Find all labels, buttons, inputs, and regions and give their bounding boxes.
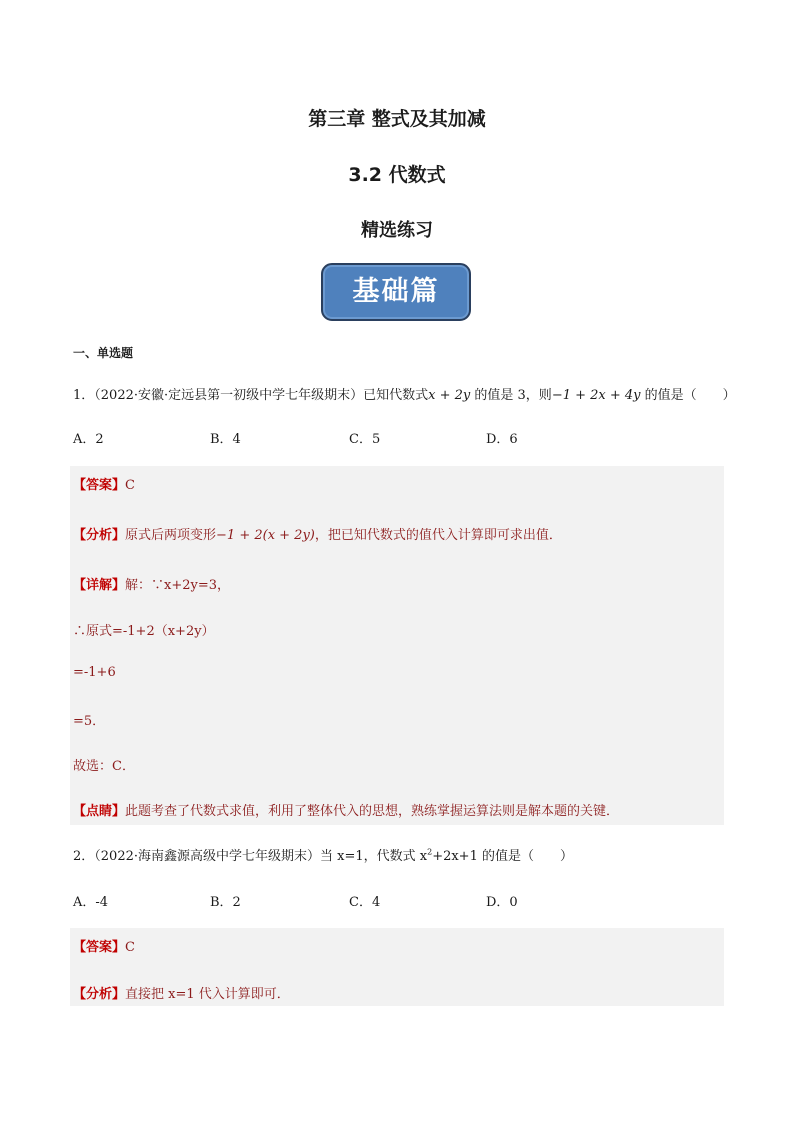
detail-line: 解：∵x+2y=3，	[125, 578, 231, 593]
answer-row	[73, 474, 135, 493]
section-title: 3.2 代数式	[348, 164, 446, 186]
analysis-tag: 【分析】	[73, 987, 126, 1002]
stem-expression: x + 2y	[428, 388, 471, 403]
question-2-stem	[73, 845, 573, 864]
detail-line: =5．	[73, 714, 106, 729]
analysis-text: 直接把 x=1 代入计算即可．	[125, 987, 290, 1002]
option-d: D．6	[486, 432, 518, 447]
analysis-row	[73, 983, 290, 1002]
comment-tag: 【点睛】	[73, 804, 126, 819]
option-b: B．4	[210, 432, 241, 447]
comment-text: 此题考查了代数式求值，利用了整体代入的思想，熟练掌握运算法则是解本题的关键．	[125, 804, 620, 819]
detail-line: ∴原式=-1+2（x+2y）	[73, 624, 215, 639]
exponent: 2	[427, 847, 433, 857]
detail-row	[73, 574, 230, 593]
detail-line: =-1+6	[73, 665, 116, 680]
stem-text: 的值是（ ）	[640, 388, 736, 403]
option-c: C．4	[349, 895, 381, 910]
comment-row	[73, 800, 619, 819]
option-b: B．2	[210, 895, 241, 910]
analysis-text: 原式后两项变形	[125, 528, 217, 543]
answer-tag: 【答案】	[73, 478, 126, 493]
stem-text: +2x+1 的值是（ ）	[432, 849, 573, 864]
option-a: A．2	[73, 432, 104, 447]
answer-value: C	[125, 940, 135, 955]
level-banner: 基础篇	[321, 263, 471, 321]
option-a: A．-4	[73, 895, 109, 910]
question-1-stem	[73, 384, 736, 403]
question-number: 1．	[73, 388, 95, 403]
answer-row	[73, 936, 135, 955]
chapter-title: 第三章 整式及其加减	[308, 108, 486, 130]
question-1-solution-panel	[70, 466, 724, 825]
stem-text: 的值是 3，则	[470, 388, 552, 403]
detail-tag: 【详解】	[73, 578, 126, 593]
analysis-row	[73, 524, 562, 543]
option-c: C．5	[349, 432, 381, 447]
stem-text: 当 x=1，代数式 x	[320, 849, 428, 864]
stem-expression: −1 + 2x + 4y	[551, 388, 641, 403]
practice-subtitle: 精选练习	[361, 220, 433, 241]
answer-tag: 【答案】	[73, 940, 126, 955]
question-number: 2．	[73, 849, 95, 864]
analysis-text: ，把已知代数式的值代入计算即可求出值．	[314, 528, 562, 543]
option-d: D．0	[486, 895, 518, 910]
detail-line: 故选：C．	[73, 759, 135, 774]
question-source: （2022·海南鑫源高级中学七年级期末）	[94, 849, 320, 864]
analysis-expression: −1 + 2(x + 2y)	[216, 528, 315, 543]
question-source: （2022·安徽·定远县第一初级中学七年级期末）	[94, 388, 364, 403]
section-heading: 一、单选题	[73, 346, 134, 360]
answer-value: C	[125, 478, 135, 493]
analysis-tag: 【分析】	[73, 528, 126, 543]
stem-text: 已知代数式	[363, 388, 429, 403]
